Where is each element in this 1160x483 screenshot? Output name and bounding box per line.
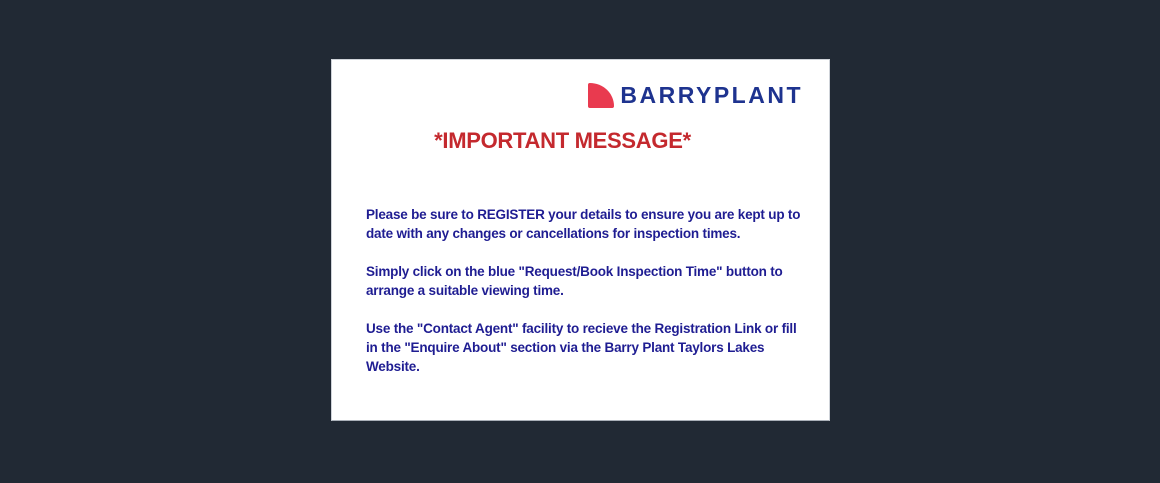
important-message-heading: *IMPORTANT MESSAGE* (434, 128, 691, 153)
message-paragraph-book-inspection: Simply click on the blue "Request/Book Inspection Time" button to arrange a suitable viewing time. (366, 264, 783, 298)
message-body (366, 205, 802, 376)
message-paragraph-register: Please be sure to REGISTER your details to ensure you are kept up to date with any changes or cancellations for inspection times. (366, 207, 801, 241)
barry-plant-logo (588, 82, 803, 108)
important-message-card (331, 59, 830, 421)
message-paragraph-contact-agent: Use the "Contact Agent" facility to recieve the Registration Link or fill in the "Enquire About" section via the Barry Plant Taylors Lakes Website. (366, 321, 797, 374)
barry-plant-sail-icon (588, 83, 614, 108)
barry-plant-wordmark: BARRYPLANT (620, 82, 803, 108)
